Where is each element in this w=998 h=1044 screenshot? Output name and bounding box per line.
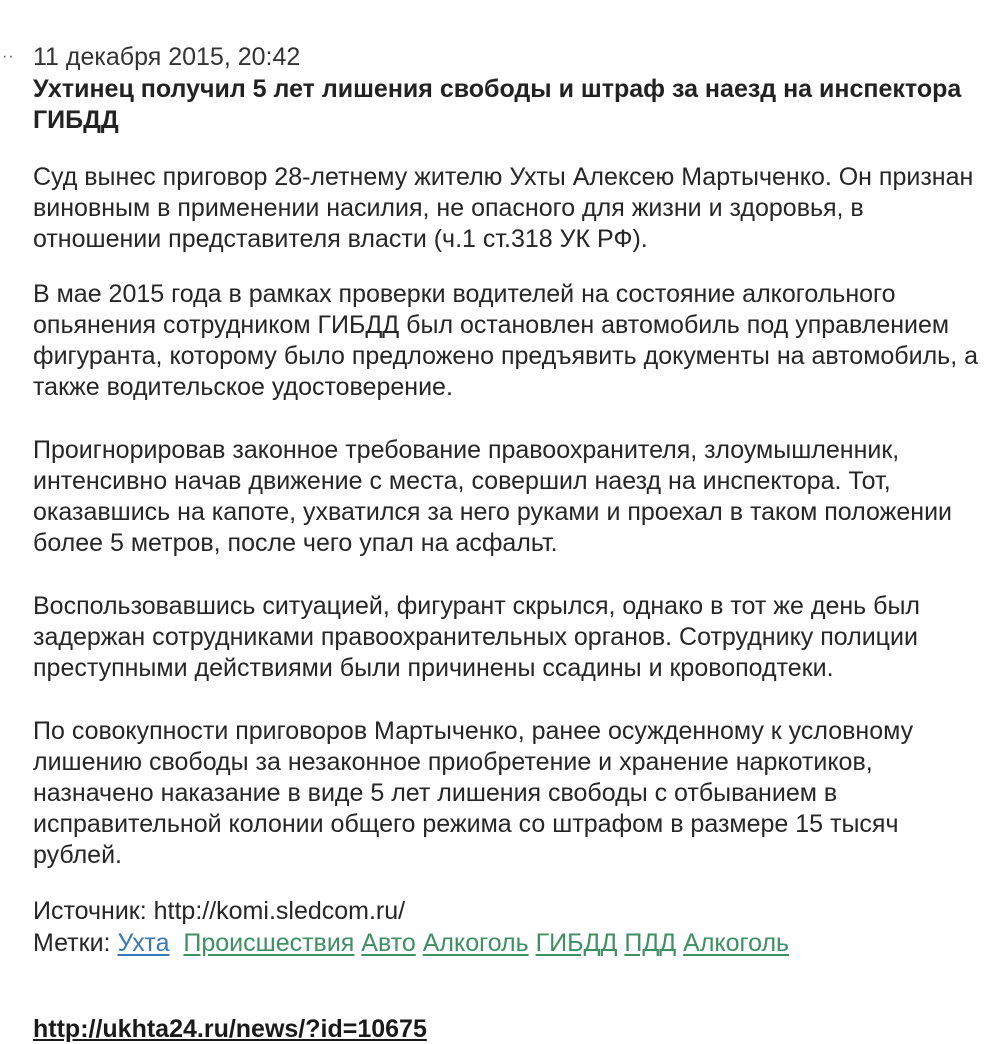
article-permalink[interactable]: http://ukhta24.ru/news/?id=10675 [33,1015,427,1043]
article-paragraph: В мае 2015 года в рамках проверки водителей на состояние алкогольного опьянения сотрудником ГИБДД был остановлен автомобиль под управлением фигуранта, которому было предложено предъявить документы на автомобиль, а также водительское удостоверение. [33,280,978,401]
article-paragraph: По совокупности приговоров Мартыченко, ранее осужденному к условному лишению свободы за незаконное приобретение и хранение наркотиков, назначено наказание в виде 5 лет лишения свободы с отбыванием в исправительной колонии общего режима со штрафом в размере 15 тысяч рублей. [33,717,914,869]
tag-link-alcohol-2[interactable]: Алкоголь [683,929,790,957]
tag-link-auto[interactable]: Авто [361,929,416,957]
article-paragraph: Проигнорировав законное требование правоохранителя, злоумышленник, интенсивно начав движение с места, совершил наезд на инспектора. Тот, оказавшись на капоте, ухватился за него руками и проехал в таком положении более 5 метров, после чего упал на асфальт. [33,436,953,557]
article-paragraph: Воспользовавшись ситуацией, фигурант скрылся, однако в тот же день был задержан сотрудниками правоохранительных органов. Сотруднику полиции преступными действиями были причинены ссадины и кровоподтеки. [33,592,920,682]
left-marker: ·· [2,48,15,65]
article-title: Ухтинец получил 5 лет лишения свободы и штраф за наезд на инспектора ГИБДД [33,75,962,134]
tag-link-ukhta[interactable]: Ухта [117,929,170,957]
article-paragraph: Суд вынес приговор 28-летнему жителю Ухты Алексею Мартыченко. Он признан виновным в применении насилия, не опасного для жизни и здоровья, в отношении представителя власти (ч.1 ст.318 УК РФ). [33,163,974,253]
tag-link-alcohol[interactable]: Алкоголь [422,929,529,957]
article-source: Источник: http://komi.sledcom.ru/ [33,897,406,925]
tags-label: Метки: [33,929,111,957]
tag-link-gibdd[interactable]: ГИБДД [535,929,618,957]
article-date: 11 декабря 2015, 20:42 [33,43,301,71]
article-tags [33,927,988,959]
article [33,40,988,959]
tag-link-pdd[interactable]: ПДД [624,929,677,957]
tag-link-incidents[interactable]: Происшествия [183,929,355,957]
